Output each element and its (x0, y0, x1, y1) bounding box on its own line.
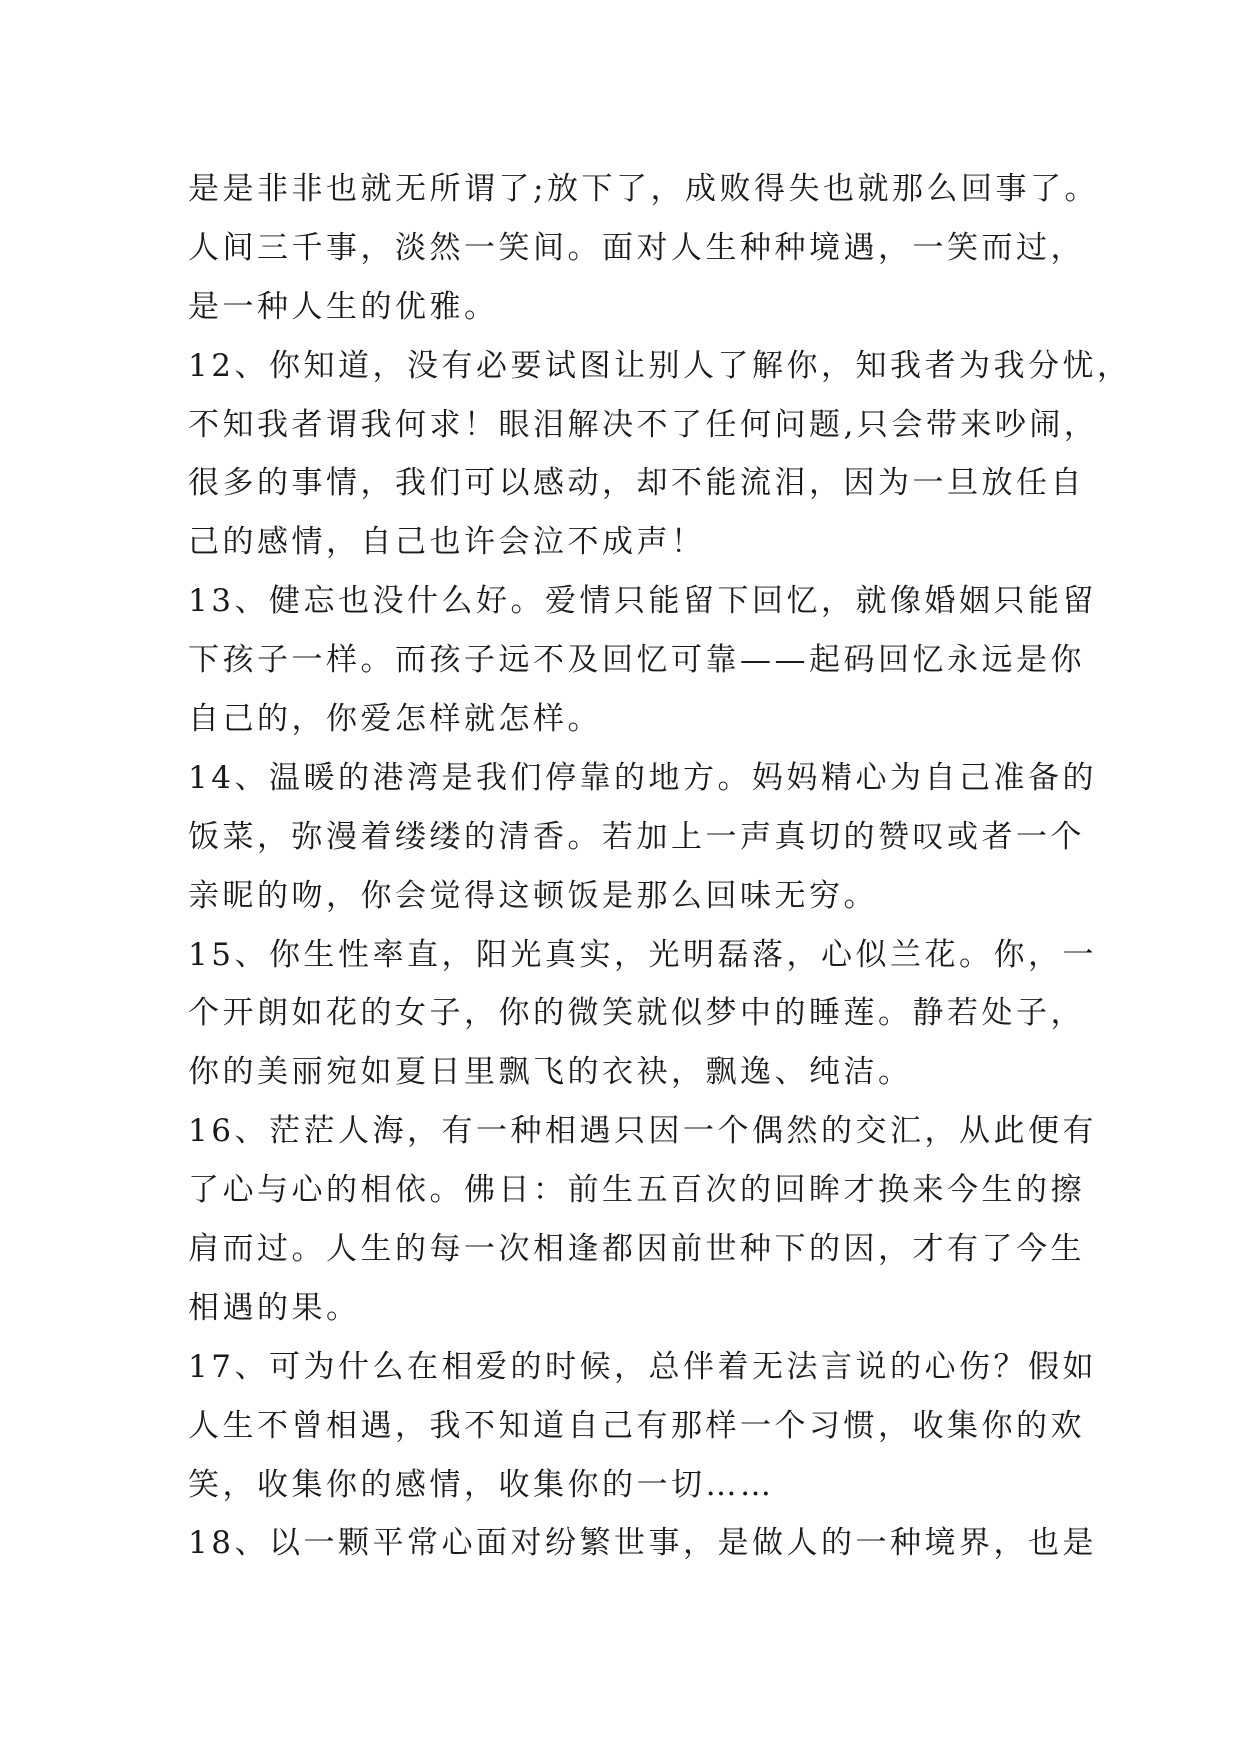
text-line: 你的美丽宛如夏日里飘飞的衣袂，飘逸、纯洁。 (188, 1054, 913, 1091)
text-line: 17、可为什么在相爱的时候，总伴着无法言说的心伤？假如 (188, 1348, 1097, 1385)
text-line: 下孩子一样。而孩子远不及回忆可靠——起码回忆永远是你 (188, 642, 1085, 679)
text-line: 自己的，你爱怎样就怎样。 (188, 701, 602, 738)
text-line: 人生不曾相遇，我不知道自己有那样一个习惯，收集你的欢 (188, 1407, 1085, 1444)
body-text (188, 160, 1132, 1573)
text-line: 己的感情，自己也许会泣不成声！ (188, 524, 706, 561)
text-line: 15、你生性率直，阳光真实，光明磊落，心似兰花。你，一 (188, 936, 1097, 973)
text-line: 18、以一颗平常心面对纷繁世事，是做人的一种境界，也是 (188, 1525, 1097, 1562)
text-line: 很多的事情，我们可以感动，却不能流泪，因为一旦放任自 (188, 465, 1085, 502)
text-line: 不知我者谓我何求！眼泪解决不了任何问题,只会带来吵闹， (188, 406, 1099, 443)
text-line: 13、健忘也没什么好。爱情只能留下回忆，就像婚姻只能留 (188, 583, 1097, 620)
text-line: 是一种人生的优雅。 (188, 288, 499, 325)
text-line: 相遇的果。 (188, 1289, 361, 1326)
text-line: 个开朗如花的女子，你的微笑就似梦中的睡莲。静若处子， (188, 995, 1085, 1032)
text-line: 饭菜，弥漫着缕缕的清香。若加上一声真切的赞叹或者一个 (188, 818, 1085, 855)
text-line: 16、茫茫人海，有一种相遇只因一个偶然的交汇，从此便有 (188, 1113, 1097, 1150)
text-line: 笑，收集你的感情，收集你的一切…… (188, 1466, 775, 1503)
text-line: 亲昵的吻，你会觉得这顿饭是那么回味无穷。 (188, 877, 878, 914)
text-line: 14、温暖的港湾是我们停靠的地方。妈妈精心为自己准备的 (188, 759, 1097, 796)
text-line: 肩而过。人生的每一次相逢都因前世种下的因，才有了今生 (188, 1231, 1085, 1268)
text-line: 12、你知道，没有必要试图让别人了解你，知我者为我分忧， (188, 347, 1132, 384)
text-line: 是是非非也就无所谓了;放下了，成败得失也就那么回事了。 (188, 171, 1099, 207)
text-line: 人间三千事，淡然一笑间。面对人生种种境遇，一笑而过， (188, 229, 1085, 266)
text-line: 了心与心的相依。佛日：前生五百次的回眸才换来今生的擦 (188, 1172, 1085, 1209)
